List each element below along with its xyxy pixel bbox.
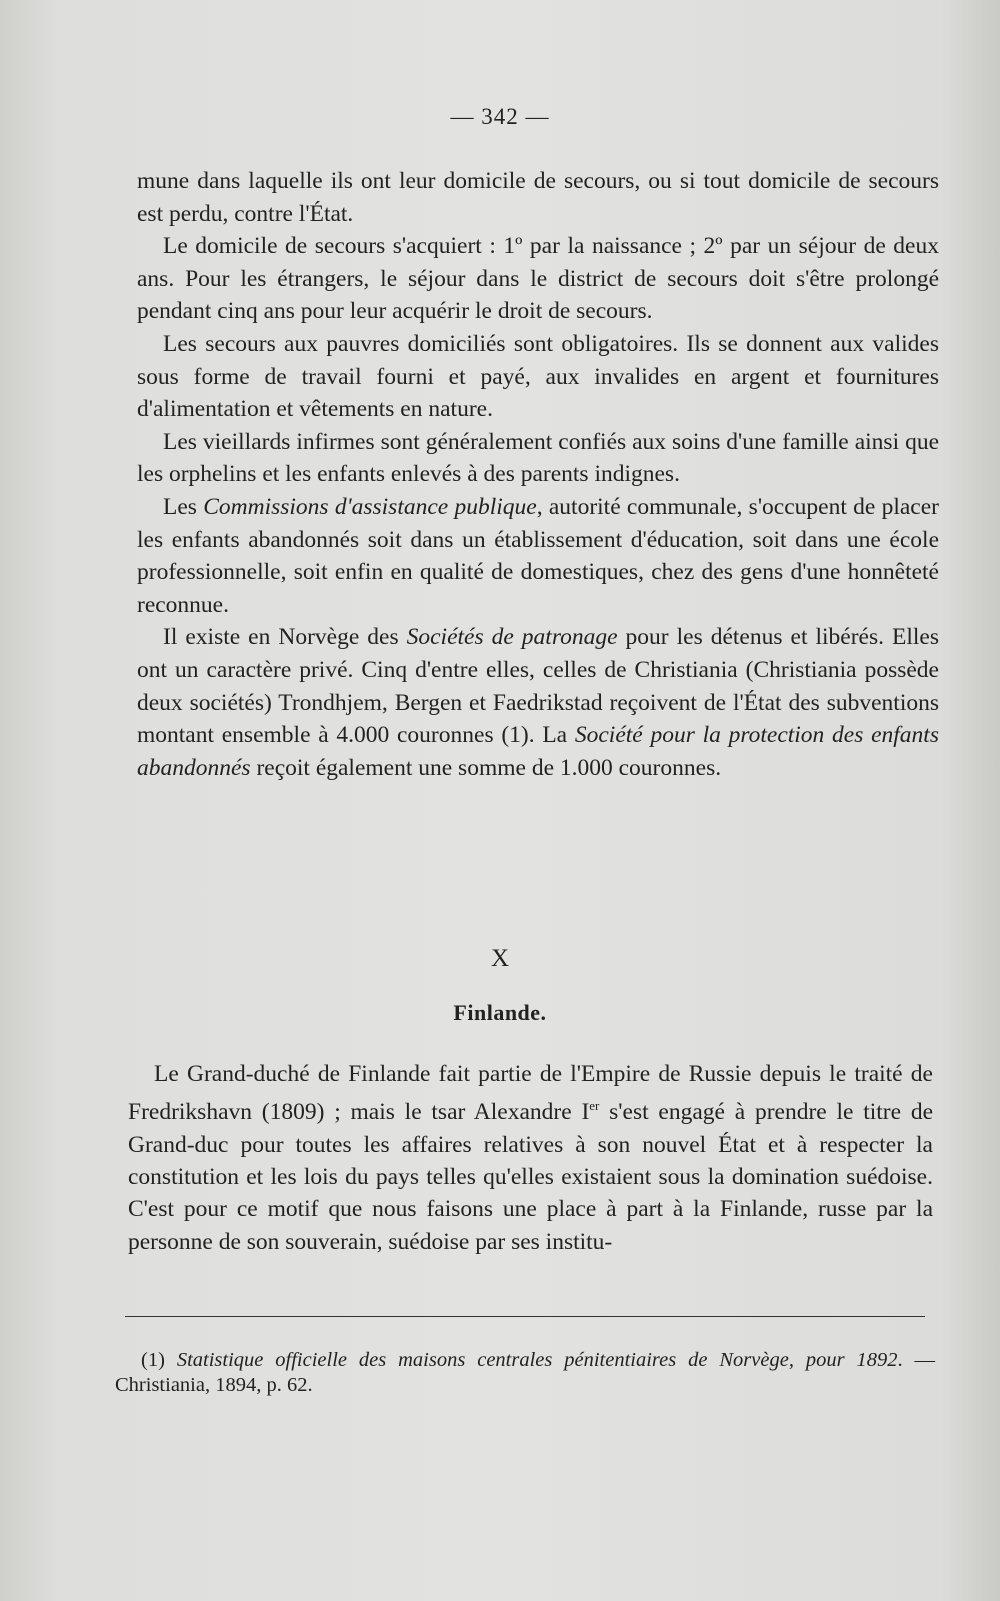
footnote-source: . — Christiania, 1894, p. 62.: [115, 1349, 936, 1396]
paragraph: mune dans laquelle ils ont leur domicile de secours, ou si tout domicile de secours est perdu, contre l'État.: [137, 168, 939, 227]
finlande-text: [128, 1058, 933, 1258]
paragraph: [137, 621, 939, 784]
section-title: Finlande.: [453, 1000, 547, 1025]
italic-term: Sociétés de patronage: [406, 624, 618, 651]
paragraph: Les vieillards infirmes sont généralement confiés aux soins d'une famille ainsi que les orphelins et les enfants enlevés à des parents indignes.: [137, 428, 939, 488]
text-run: s'est engagé à prendre le titre de Grand-duc pour toutes les affaires relatives à son nouvel État et à respecter la constitution et les lois du pays telles qu'elles existaient sous la domination suédoise. C'est pour ce motif que nous faisons une place à part à la Finlande, russe par la personne de son souverain, suédoise par ses institu-: [128, 1099, 934, 1255]
paragraph: [128, 1058, 933, 1258]
paragraph: Le domicile de secours s'acquiert : 1º par la naissance ; 2º par un séjour de deux ans. Pour les étrangers, le séjour dans le district de secours doit s'être prolongé pendant cinq ans pour leur acquérir le droit de secours.: [137, 233, 939, 325]
text-run: pour les détenus et libérés. Elles ont un caractère privé. Cinq d'entre elles, celles de Christiania (Christiania possède deux sociétés) Trondhjem, Bergen et Faedrikstad reçoivent de l'État des subventions montant ensemble à 4.000 couronnes (1). La: [137, 624, 939, 749]
text-run: Les: [163, 493, 204, 520]
italic-term: Société pour la protection des enfants abandonnés: [137, 722, 939, 781]
superscript: er: [589, 1098, 600, 1114]
section-number: X: [490, 945, 510, 972]
page-number: — 342 —: [450, 104, 550, 129]
footnote-marker: (1): [141, 1349, 177, 1371]
paragraph: Les secours aux pauvres domiciliés sont obligatoires. Ils se donnent aux valides sous forme de travail fourni et payé, aux invalides en argent et fournitures d'alimentation et vêtements en nature.: [137, 330, 939, 423]
text-run: , autorité communale, s'occupent de placer les enfants abandonnés soit dans un établissement d'éducation, soit dans une école professionnelle, soit enfin en qualité de domestiques, chez des gens d'une honnêteté reconnue.: [137, 493, 939, 618]
footnote-rule: [125, 1316, 925, 1317]
text-run: Le Grand-duché de Finlande fait partie de l'Empire de Russie depuis le traité de Fredrikshavn (1809) ; mais le tsar Alexandre I: [128, 1061, 933, 1126]
paragraph: [137, 491, 939, 621]
text-run: Il existe en Norvège des: [163, 624, 407, 651]
italic-term: Commissions d'assistance publique: [203, 493, 537, 520]
text-run: reçoit également une somme de 1.000 couronnes.: [250, 754, 722, 781]
footnote-title: Statistique officielle des maisons centrales pénitentiaires de Norvège, pour 1892: [176, 1349, 898, 1371]
footnote: [115, 1348, 935, 1398]
body-text: [137, 165, 939, 784]
